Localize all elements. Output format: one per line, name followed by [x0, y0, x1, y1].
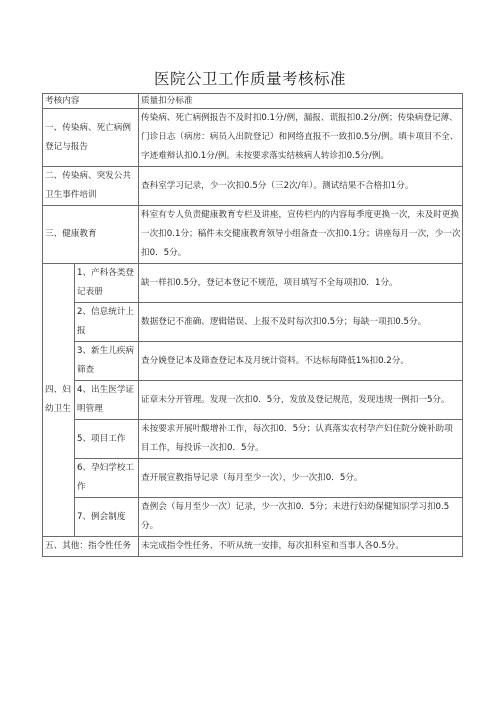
row-item: 二、传染病、突发公共卫生事件培训: [43, 167, 139, 206]
table-row: [43, 109, 463, 167]
table-row: [43, 459, 463, 498]
sub-standard: 缺一样扣0.5分，登记本登记不规范，项目填写不全每项扣0．1分。: [139, 264, 463, 303]
sub-item: 6、孕妇学校工作: [75, 459, 139, 498]
sub-standard: 查例会（每月至少一次）记录，少一次扣0．5分；未进行妇幼保健知识学习扣0.5分。: [139, 498, 463, 537]
table-row: [43, 381, 463, 420]
table-row: [43, 498, 463, 537]
table-row: [43, 264, 463, 303]
sub-item: 7、例会制度: [75, 498, 139, 537]
sub-standard: 未按要求开展叶酸增补工作，每次扣0．5分；认真落实农村孕产妇住院分娩补助项目工作，每投诉一次扣0．5分。: [139, 420, 463, 459]
row-standard: 科室有专人负责健康教育专栏及讲座，宣传栏内的内容每季度更换一次，未及时更换一次扣0.1分；稿件未交健康教育领导小组备查一次扣0.1分；讲座每月一次，少一次扣0．5分。: [139, 206, 463, 264]
table-row: [43, 420, 463, 459]
table-row: [43, 537, 463, 557]
row-item: 一、传染病、死亡病例登记与报告: [43, 109, 139, 167]
row-standard: 传染病、死亡病例报告不及时扣0.1分/例，漏报、谎报扣0.2分/例；传染病登记薄、门诊日志（病房：病员入出院登记）和网络直报不一致扣0.5分/例。填卡项目不全、字迹难辩认扣0.1分/例。未按要求落实结核病人转诊扣0.5分/例。: [139, 109, 463, 167]
assessment-table: [42, 93, 463, 557]
sub-item: 2、信息统计上报: [75, 303, 139, 342]
row-standard: 未完成指令性任务、不听从统一安排，每次扣科室和当事人各0.5分。: [139, 537, 463, 557]
header-deduction-standard: 质量扣分标准: [139, 94, 463, 109]
row-item: 三、健康教育: [43, 206, 139, 264]
sub-item: 3、新生儿疾病筛查: [75, 342, 139, 381]
header-assessment-content: 考核内容: [43, 94, 139, 109]
table-row: [43, 167, 463, 206]
sub-standard: 查分娩登记本及筛查登记本及月统计资料。不达标每降低1%扣0.2分。: [139, 342, 463, 381]
row-standard: 查科室学习记录，少一次扣0.5分（三2次/年）。测试结果不合格扣1分。: [139, 167, 463, 206]
sub-item: 1、产科各类登记表册: [75, 264, 139, 303]
table-header-row: [43, 94, 463, 109]
sub-standard: 证章未分开管理。发现一次扣0．5分，发放及登记规范，发现违规一例扣一5分。: [139, 381, 463, 420]
table-row: [43, 303, 463, 342]
row-item: 五、其他：指令性任务: [43, 537, 139, 557]
document-title: 医院公卫工作质量考核标准: [153, 70, 346, 88]
sub-standard: 查开展宣教指导记录（每月至少一次），少一次扣0．5分。: [139, 459, 463, 498]
table-row: [43, 342, 463, 381]
sub-item: 5、项目工作: [75, 420, 139, 459]
table-row: [43, 206, 463, 264]
sub-item: 4、出生医学证明管理: [75, 381, 139, 420]
sub-standard: 数据登记不准确、逻辑错误、上报不及时每次扣0.5分；每缺一项扣0.5分。: [139, 303, 463, 342]
group-label: 四、妇幼卫生: [43, 264, 75, 537]
